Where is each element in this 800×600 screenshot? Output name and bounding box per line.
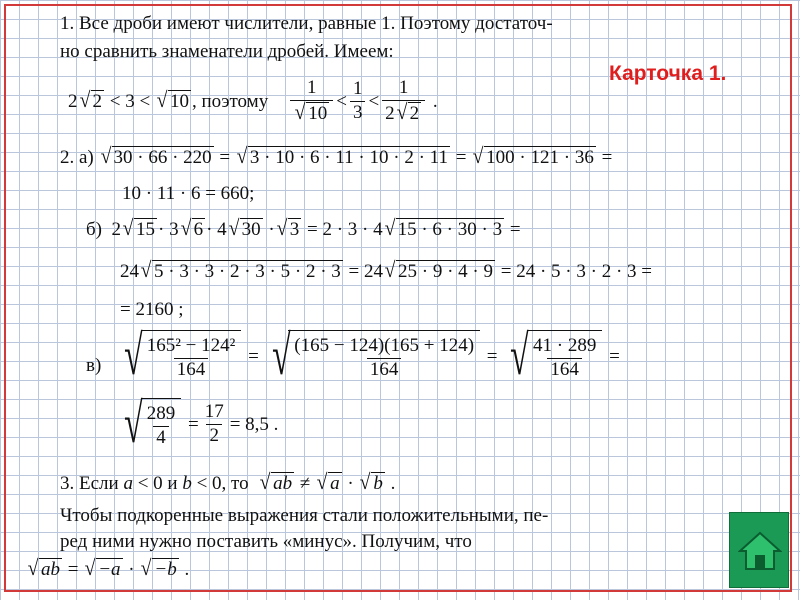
fraction-3: 1 2 √ 2 [382, 78, 425, 126]
item1-line2: но сравнить знаменатели дробей. Имеем: [60, 41, 394, 62]
lt-sign: < [368, 90, 380, 112]
item2-b-line2: 24 √ 5 · 3 · 3 · 2 · 3 · 5 · 2 · 3 = 24 √ 25 · 9 · 4 · 9 = 24 · 5 · 3 · 2 · 3 = [120, 258, 652, 282]
item2-v-label: в) [86, 355, 102, 376]
lt-sign: < [109, 90, 121, 112]
item2-a-result: 10 · 11 · 6 = 660; [122, 183, 255, 204]
item3-line1: 3. Если a < 0 и b < 0, то √ ab ≠ √ a · √ b . [60, 470, 396, 494]
lt-sign: < [139, 90, 151, 112]
ineq-a: 2 [68, 90, 78, 112]
ineq-a-radical: √ 2 [79, 87, 102, 112]
item2-b-result: = 2160 ; [120, 299, 184, 320]
fraction-2: $\frac{1}{3}$ [350, 79, 366, 124]
item2-v-line1: √ $\frac{\text{165² − 124²}}{164}$ = √ $\frac{(165 - 124)(165 + 124)}{164}$ = √ $\frac{41 \cdot 289}{164}$ = [124, 325, 620, 387]
item2-b-label: б) [86, 218, 102, 240]
ineq-c-radical: √ 10 [156, 87, 189, 112]
item2-a-line1: 2. а) √ 30 · 66 · 220 = √ 3 · 10 · 6 · 11 · 10 · 2 · 11 = √ 100 · 121 · 36 = [60, 144, 613, 168]
ineq-b: 3 [125, 90, 135, 112]
home-icon [738, 531, 782, 571]
home-button[interactable] [729, 512, 789, 588]
item1-inequality: 2 √ 2 < 3 < √ 10 , поэтому 1 √ 10 < $\frac{1}{3}$ < 1 2 √ 2 . [68, 77, 438, 124]
item2-v-line2: √ $\frac{289}{4}$ = $\frac{17}{2}$ = 8,5 . [124, 393, 279, 455]
ineq-word: , поэтому [191, 90, 269, 112]
item2-b-line1: б) 2 √ 15 · 3 √ 6 · 4 √ 30 · √ 3 = 2 · 3 · 4 √ 15 · 6 · 30 · 3 = [86, 216, 521, 240]
item3-line3: ред ними нужно поставить «минус». Получим, что [60, 531, 472, 552]
item3-line2: Чтобы подкоренные выражения стали положительными, пе- [60, 505, 549, 526]
item3-final: √ ab = √ −a · √ −b . [27, 556, 190, 580]
item2-a-label: 2. а) [60, 146, 94, 168]
lt-sign: < [336, 90, 347, 112]
item1-line1: 1. Все дроби имеют числители, равные 1. Поэтому достаточ- [60, 13, 553, 34]
card-label: Карточка 1. [609, 62, 727, 85]
fraction-1: 1 √ 10 [290, 78, 333, 126]
